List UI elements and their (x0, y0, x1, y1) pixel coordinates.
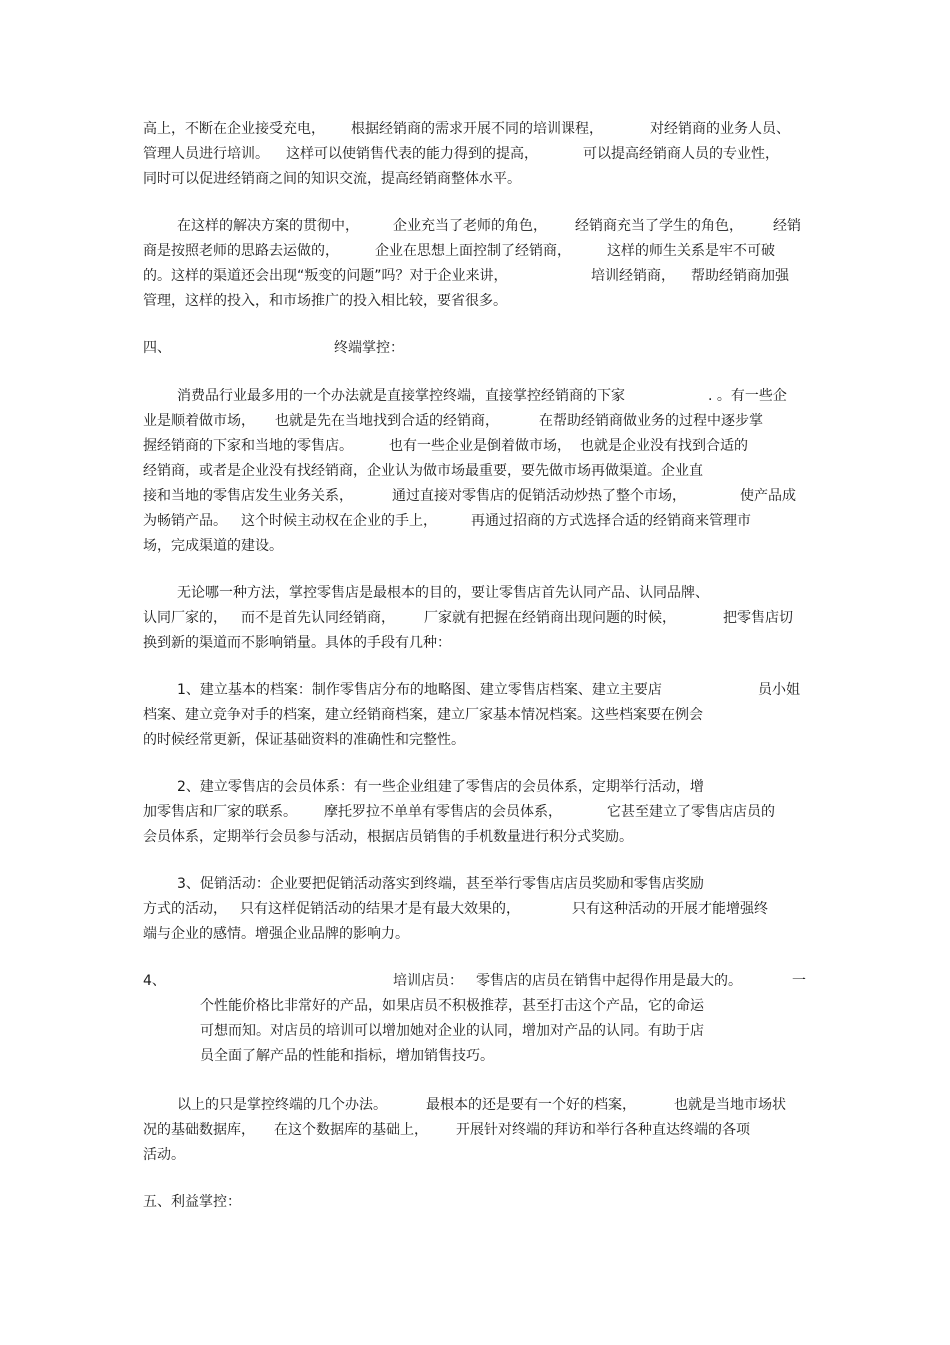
text-segment: 接和当地的零售店发生业务关系， (143, 488, 353, 504)
text-segment: 况的基础数据库， (143, 1122, 255, 1138)
text-segment: 档案、建立竞争对手的档案，建立经销商档案，建立厂家基本情况档案。这些档案要在例会 (143, 707, 703, 723)
text-segment: 的。这样的渠道还会出现“叛变的问题”吗？对于企业来讲， (143, 268, 508, 284)
text-segment: 4、 (143, 973, 166, 989)
text-segment: 也有一些企业是倒着做市场， (389, 438, 571, 454)
text-segment: 业是顺着做市场， (143, 413, 255, 429)
text-segment: 这样可以使销售代表的能力得到的提高， (286, 146, 538, 162)
text-segment: 开展针对终端的拜访和举行各种直达终端的各项 (456, 1122, 750, 1138)
text-segment: 高上，不断在企业接受充电， (143, 121, 325, 137)
text-segment: 使产品成 (740, 488, 796, 504)
text-segment: 把零售店切 (723, 610, 793, 626)
text-segment: 在这个数据库的基础上， (274, 1122, 428, 1138)
text-segment: 同时可以促进经销商之间的知识交流，提高经销商整体水平。 (143, 171, 521, 187)
text-segment: 认同厂家的， (143, 610, 227, 626)
text-segment: 员全面了解产品的性能和指标，增加销售技巧。 (200, 1048, 494, 1064)
text-segment: 培训经销商， (591, 268, 675, 284)
text-segment: 2、建立零售店的会员体系：有一些企业组建了零售店的会员体系，定期举行活动，增 (177, 779, 704, 795)
text-segment: 管理，这样的投入，和市场推广的投入相比较，要省很多。 (143, 293, 507, 309)
text-segment: 为畅销产品。 (143, 513, 227, 529)
text-segment: 可以提高经销商人员的专业性， (583, 146, 779, 162)
text-segment: 经销商，或者是企业没有找经销商，企业认为做市场最重要，要先做市场再做渠道。企业直 (143, 463, 703, 479)
text-segment: 商是按照老师的思路去运做的， (143, 243, 339, 259)
text-segment: 而不是首先认同经销商， (241, 610, 395, 626)
text-segment: 只有这种活动的开展才能增强终 (572, 901, 768, 917)
text-segment: 会员体系，定期举行会员参与活动，根据店员销售的手机数量进行积分式奖励。 (143, 829, 633, 845)
heading-title: 五、利益掌控： (143, 1194, 241, 1210)
text-segment: 这样的师生关系是牢不可破 (607, 243, 775, 259)
text-segment: 管理人员进行培训。 (143, 146, 269, 162)
text-segment: 消费品行业最多用的一个办法就是直接掌控终端，直接掌控经销商的下家 (177, 388, 625, 404)
text-segment: 再通过招商的方式选择合适的经销商来管理市 (471, 513, 751, 529)
text-segment: 培训店员： (393, 973, 463, 989)
text-segment: 在这样的解决方案的贯彻中， (177, 218, 359, 234)
text-segment: 也就是企业没有找到合适的 (580, 438, 748, 454)
text-segment: 根据经销商的需求开展不同的培训课程， (351, 121, 603, 137)
text-segment: 3、促销活动：企业要把促销活动落实到终端，甚至举行零售店店员奖励和零售店奖励 (177, 876, 704, 892)
text-segment: 的时候经常更新，保证基础资料的准确性和完整性。 (143, 732, 465, 748)
text-segment: 在帮助经销商做业务的过程中逐步掌 (539, 413, 763, 429)
text-segment: 也就是当地市场状 (674, 1097, 786, 1113)
text-segment: 经销 (773, 218, 801, 234)
text-segment: 通过直接对零售店的促销活动炒热了整个市场， (392, 488, 686, 504)
text-segment: 对经销商的业务人员、 (650, 121, 790, 137)
text-segment: . 。有一些企 (708, 388, 787, 404)
text-segment: 它甚至建立了零售店店员的 (607, 804, 775, 820)
heading-number: 四、 (143, 340, 171, 356)
heading-title: 终端掌控： (334, 340, 404, 356)
text-segment: 摩托罗拉不单单有零售店的会员体系， (324, 804, 562, 820)
text-segment: 企业在思想上面控制了经销商， (375, 243, 571, 259)
text-segment: 员小姐 (758, 682, 800, 698)
text-segment: 端与企业的感情。增强企业品牌的影响力。 (143, 926, 409, 942)
text-segment: 只有这样促销活动的结果才是有最大效果的， (240, 901, 520, 917)
text-segment: 以上的只是掌控终端的几个办法。 (177, 1097, 387, 1113)
text-segment: 方式的活动， (143, 901, 227, 917)
text-segment: 无论哪一种方法，掌控零售店是最根本的目的，要让零售店首先认同产品、认同品牌、 (177, 585, 709, 601)
text-segment: 1、建立基本的档案：制作零售店分布的地略图、建立零售店档案、建立主要店 (177, 682, 662, 698)
text-segment: 经销商充当了学生的角色， (575, 218, 743, 234)
text-segment: 最根本的还是要有一个好的档案， (426, 1097, 636, 1113)
text-segment: 一 (792, 973, 806, 989)
text-segment: 活动。 (143, 1147, 185, 1163)
text-segment: 可想而知。对店员的培训可以增加她对企业的认同，增加对产品的认同。有助于店 (200, 1023, 704, 1039)
text-segment: 零售店的店员在销售中起得作用是最大的。 (476, 973, 742, 989)
text-segment: 加零售店和厂家的联系。 (143, 804, 297, 820)
text-segment: 个性能价格比非常好的产品，如果店员不积极推荐，甚至打击这个产品，它的命运 (200, 998, 704, 1014)
text-segment: 握经销商的下家和当地的零售店。 (143, 438, 353, 454)
text-segment: 这个时候主动权在企业的手上， (241, 513, 437, 529)
text-segment: 场，完成渠道的建设。 (143, 538, 283, 554)
text-segment: 厂家就有把握在经销商出现问题的时候， (424, 610, 676, 626)
text-segment: 帮助经销商加强 (691, 268, 789, 284)
text-segment: 企业充当了老师的角色， (393, 218, 547, 234)
text-segment: 也就是先在当地找到合适的经销商， (275, 413, 499, 429)
text-segment: 换到新的渠道而不影响销量。具体的手段有几种： (143, 635, 451, 651)
